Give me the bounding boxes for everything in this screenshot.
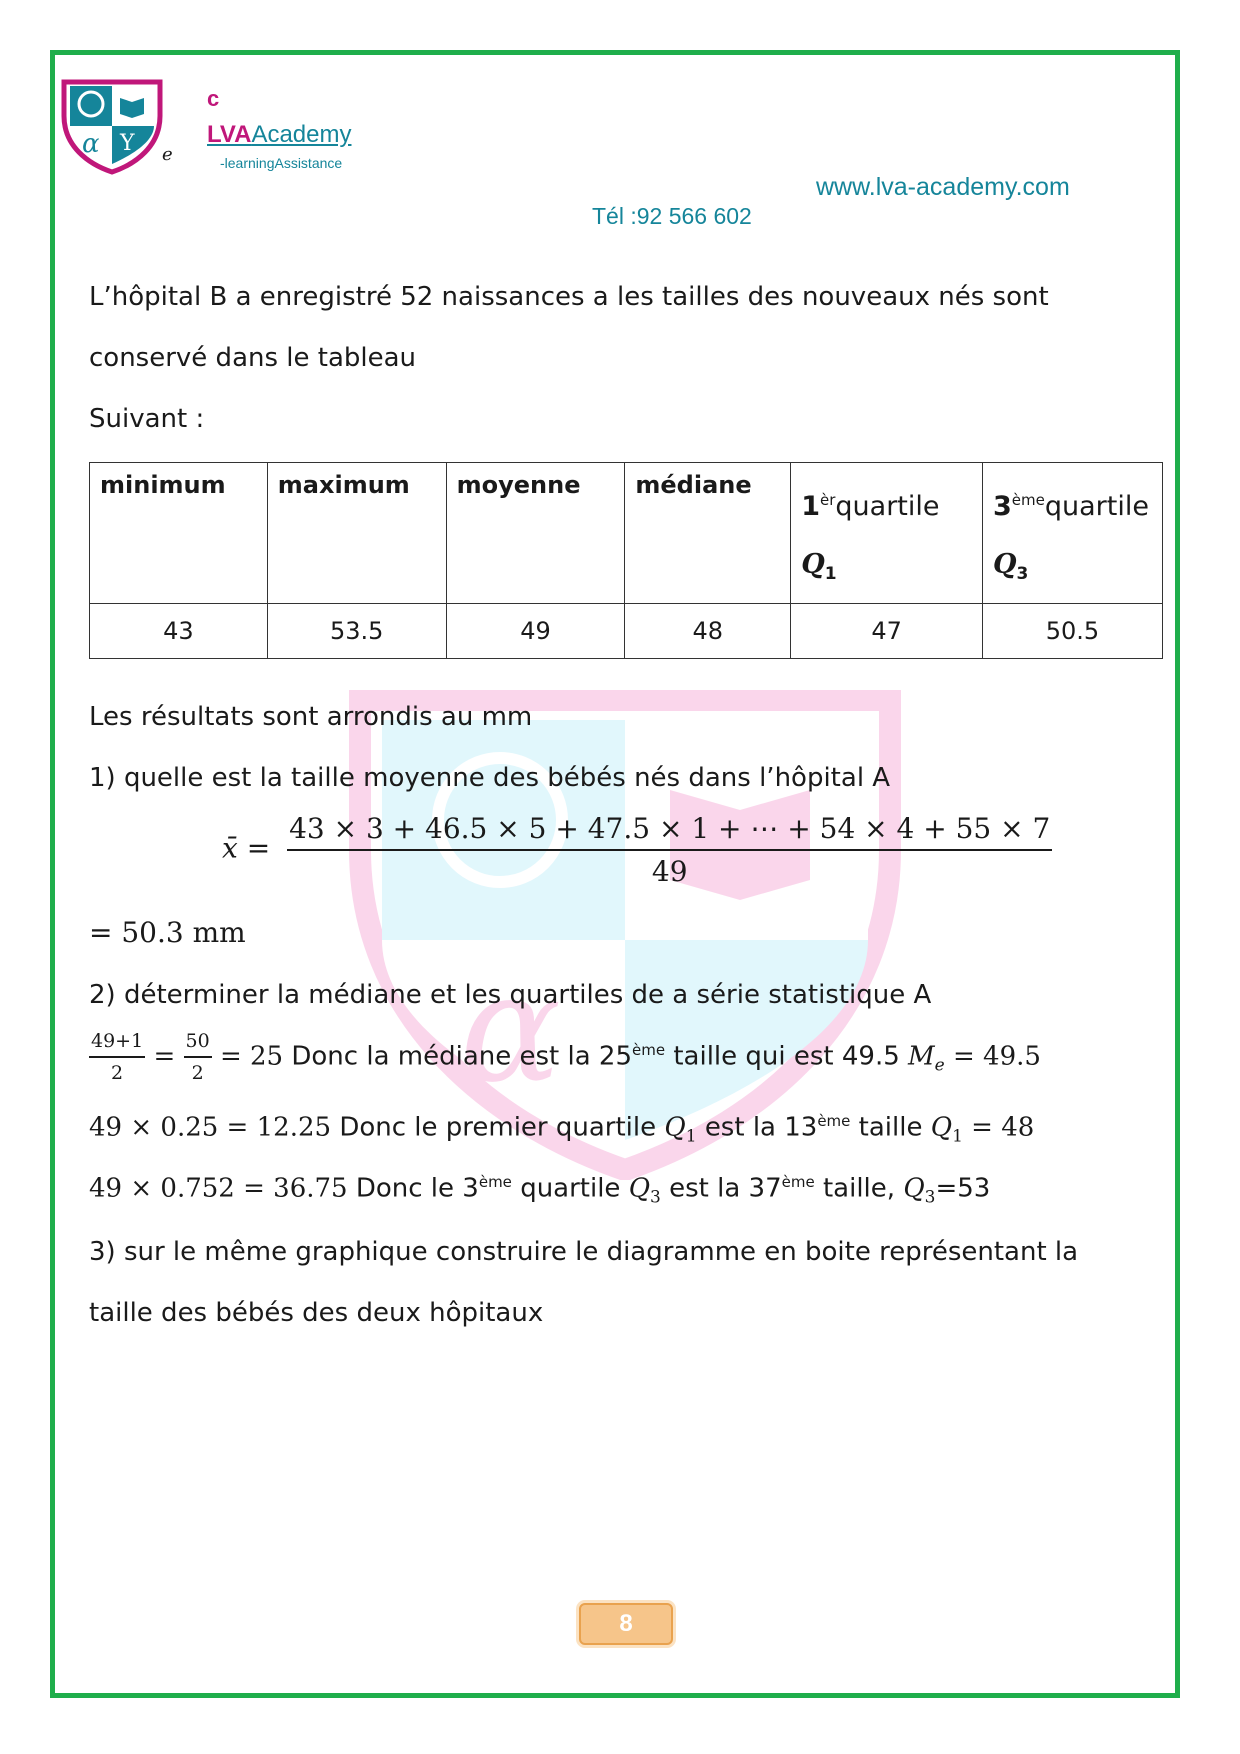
q1-sym-2: Q bbox=[930, 1112, 953, 1143]
median-frac1-den: 2 bbox=[111, 1062, 124, 1084]
median-frac2-num: 50 bbox=[184, 1030, 212, 1058]
header-mediane: médiane bbox=[625, 463, 791, 604]
question-2: 2) déterminer la médiane et les quartiles de a série statistique A bbox=[89, 980, 932, 1010]
question-3-line-1: 3) sur le même graphique construire le diagramme en boite représentant la bbox=[89, 1237, 1079, 1267]
q3-symbol: Q bbox=[992, 549, 1017, 580]
median-index: e bbox=[934, 1055, 945, 1076]
median-symbol: M bbox=[908, 1041, 935, 1072]
q3-text-d: taille, bbox=[822, 1173, 896, 1204]
intro-line-2: conservé dans le tableau bbox=[89, 343, 417, 373]
median-sup: ème bbox=[632, 1040, 666, 1059]
intro-line-3: Suivant : bbox=[89, 404, 205, 434]
header-minimum: minimum bbox=[90, 463, 268, 604]
q1-sym: Q bbox=[664, 1112, 686, 1143]
q1-index: 1 bbox=[824, 564, 837, 584]
q3-text-a: Donc le 3 bbox=[355, 1173, 479, 1204]
q1-text-a: Donc le premier quartile bbox=[339, 1112, 657, 1143]
q3-idx-2: 3 bbox=[924, 1187, 936, 1208]
median-line: $\frac{49+1}{2}$ = $\frac{50}{2}$ = 25 Donc la médiane est la 25ème taille qui est 49.5 $M_e = 49.5$ bbox=[91, 1030, 1041, 1084]
brand-lva: LVA bbox=[207, 121, 252, 148]
svg-text:α: α bbox=[82, 129, 100, 159]
q1-label: quartile bbox=[835, 491, 940, 522]
mean-fraction bbox=[287, 812, 1052, 888]
median-frac1-num: 49+1 bbox=[89, 1030, 145, 1058]
value-mediane: 48 bbox=[625, 604, 791, 659]
brand-academy: Academy bbox=[251, 121, 352, 148]
median-eq: = 25 bbox=[219, 1041, 284, 1072]
header-q3 bbox=[982, 463, 1162, 604]
mean-formula bbox=[222, 812, 1052, 888]
logo-e-letter: e bbox=[162, 144, 173, 165]
q3-sym-2: Q bbox=[903, 1173, 925, 1204]
q3-text-b: quartile bbox=[520, 1173, 621, 1204]
svg-text:Y: Y bbox=[120, 131, 135, 156]
mean-result: = 50.3 mm bbox=[89, 916, 246, 949]
q1-sup-text: ème bbox=[817, 1112, 851, 1130]
value-q3: 50.5 bbox=[982, 604, 1162, 659]
hospital-b-stats-table bbox=[89, 462, 1163, 659]
q3-line bbox=[89, 1173, 990, 1208]
q3-sym: Q bbox=[628, 1173, 651, 1204]
intro-line-1: L’hôpital B a enregistré 52 naissances a les tailles des nouveaux nés sont bbox=[89, 282, 1049, 312]
header-q1 bbox=[791, 463, 983, 604]
table-values-row bbox=[90, 604, 1163, 659]
page-number-badge: 8 bbox=[579, 1603, 673, 1645]
question-1: 1) quelle est la taille moyenne des bébés nés dans l’hôpital A bbox=[89, 763, 891, 793]
q1-symbol: Q bbox=[801, 549, 825, 580]
question-3-line-2: taille des bébés des deux hôpitaux bbox=[89, 1298, 544, 1328]
q3-sup: ème bbox=[1011, 491, 1045, 509]
table-header-row bbox=[90, 463, 1163, 604]
q1-idx-2: 1 bbox=[952, 1126, 963, 1147]
q1-calc: 49 × 0.25 = 12.25 bbox=[89, 1112, 332, 1143]
median-fraction-2 bbox=[184, 1030, 212, 1084]
mean-lhs: x̄ = bbox=[222, 831, 271, 865]
q3-prefix: 3 bbox=[992, 491, 1012, 522]
lva-shield-logo bbox=[58, 76, 174, 176]
q1-sup: èr bbox=[820, 491, 836, 509]
q1-idx: 1 bbox=[685, 1126, 697, 1147]
q3-sup-a: ème bbox=[478, 1173, 512, 1191]
median-frac2-den: 2 bbox=[191, 1062, 204, 1084]
website-link[interactable]: www.lva-academy.com bbox=[816, 173, 1070, 201]
brand-name[interactable] bbox=[207, 121, 351, 149]
q3-value: =53 bbox=[935, 1173, 991, 1204]
header-moyenne: moyenne bbox=[446, 463, 625, 604]
svg-text:α: α bbox=[460, 942, 562, 1116]
header-maximum: maximum bbox=[267, 463, 446, 604]
q1-text-c: taille bbox=[858, 1112, 923, 1143]
q3-sup-b: ème bbox=[781, 1173, 815, 1191]
mean-numerator: 43 × 3 + 46.5 × 5 + 47.5 × 1 + ⋯ + 54 × 4 + 55 × 7 bbox=[287, 812, 1052, 851]
q3-text-c: est la 37 bbox=[669, 1173, 782, 1204]
value-q1: 47 bbox=[791, 604, 983, 659]
q1-value: = 48 bbox=[971, 1112, 1035, 1143]
median-fraction-1 bbox=[89, 1030, 145, 1084]
q3-calc: 49 × 0.752 = 36.75 bbox=[89, 1173, 348, 1204]
median-text-a: Donc la médiane est la 25 bbox=[291, 1041, 632, 1072]
brand-tagline: -learningAssistance bbox=[220, 155, 343, 171]
rounding-note: Les résultats sont arrondis au mm bbox=[89, 702, 533, 732]
phone-number: Tél :92 566 602 bbox=[592, 203, 752, 229]
q3-index: 3 bbox=[1016, 564, 1029, 584]
mean-denominator: 49 bbox=[651, 855, 688, 888]
q3-label: quartile bbox=[1044, 491, 1149, 522]
q3-idx: 3 bbox=[650, 1187, 661, 1208]
q1-text-b: est la 13 bbox=[704, 1112, 818, 1143]
q1-line bbox=[89, 1112, 1034, 1147]
value-minimum: 43 bbox=[90, 604, 268, 659]
value-maximum: 53.5 bbox=[267, 604, 446, 659]
brand-c: c bbox=[207, 86, 220, 111]
median-value: = 49.5 bbox=[952, 1041, 1041, 1072]
q1-prefix: 1 bbox=[801, 491, 820, 522]
value-moyenne: 49 bbox=[446, 604, 625, 659]
median-text-b: taille qui est 49.5 bbox=[673, 1041, 900, 1072]
